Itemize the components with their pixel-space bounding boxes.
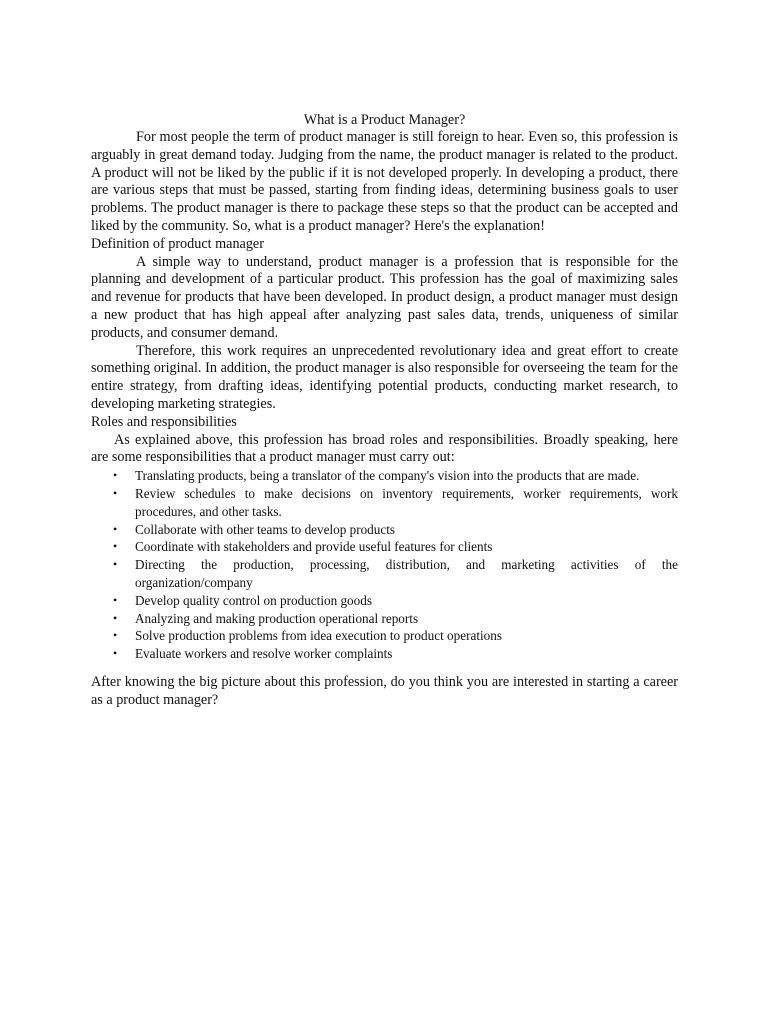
list-item-text: Collaborate with other teams to develop products (135, 521, 396, 537)
roles-intro-paragraph: As explained above, this profession has broad roles and responsibilities. Broadly speaking, here are some responsibilities that a product manager must carry out: (91, 431, 678, 466)
list-item-text: Directing the production, processing, distribution, and marketing activities of the organization/company (135, 557, 678, 590)
list-item-text: Develop quality control on production goods (135, 592, 372, 608)
document-page (91, 111, 678, 710)
definition-paragraph-2: Therefore, this work requires an unprecedented revolutionary idea and great effort to create something original. In addition, the product manager is also responsible for overseeing the team for the entire strategy, from drafting ideas, identifying potential products, conducting market research, to developing marketing strategies. (91, 342, 678, 412)
list-item-text: Review schedules to make decisions on inventory requirements, worker requirements, work procedures, and other tasks. (135, 485, 678, 519)
bullet-icon: • (113, 557, 118, 572)
bullet-icon: • (113, 521, 118, 536)
list-item-text: Coordinate with stakeholders and provide useful features for clients (135, 539, 493, 555)
intro-paragraph: For most people the term of product manager is still foreign to hear. Even so, this profession is arguably in great demand today. Judging from the name, the product manager is related to the product. A product will not be liked by the public if it is not developed properly. In developing a product, there are various steps that must be passed, starting from finding ideas, determining business goals to user problems. The product manager is there to package these steps so that the product can be accepted and liked by the community. So, what is a product manager? Here's the explanation! (91, 129, 678, 234)
list-item (113, 592, 678, 610)
bullet-icon: • (113, 592, 118, 607)
list-item (113, 485, 678, 521)
list-item (113, 538, 678, 556)
closing-paragraph: After knowing the big picture about this profession, do you think you are interested in starting a career as a product manager? (91, 673, 678, 708)
bullet-icon: • (113, 539, 118, 554)
list-item (113, 467, 678, 485)
list-item-text: Analyzing and making production operational reports (135, 610, 419, 626)
definition-paragraph-1: A simple way to understand, product manager is a profession that is responsible for the planning and development of a particular product. This profession has the goal of maximizing sales and revenue for products that have been developed. In product design, a product manager must design a new product that has high appeal after analyzing past sales data, trends, uniqueness of similar products, and consumer demand. (91, 253, 678, 341)
list-item (113, 521, 678, 539)
roles-heading: Roles and responsibilities (91, 413, 237, 430)
bullet-icon: • (113, 628, 118, 643)
list-item (113, 645, 678, 663)
bullet-icon: • (113, 468, 118, 483)
definition-heading: Definition of product manager (91, 235, 264, 252)
bullet-icon: • (113, 485, 118, 500)
list-item (113, 610, 678, 628)
list-item (113, 627, 678, 645)
bullet-icon: • (113, 610, 118, 625)
list-item-text: Solve production problems from idea execution to product operations (135, 628, 502, 644)
list-item-text: Evaluate workers and resolve worker complaints (135, 646, 393, 662)
bullet-icon: • (113, 646, 118, 661)
document-title: What is a Product Manager? (303, 112, 466, 128)
list-item (113, 556, 678, 592)
responsibilities-list (91, 467, 678, 663)
list-item-text: Translating products, being a translator of the company's vision into the products that are made. (135, 468, 640, 484)
